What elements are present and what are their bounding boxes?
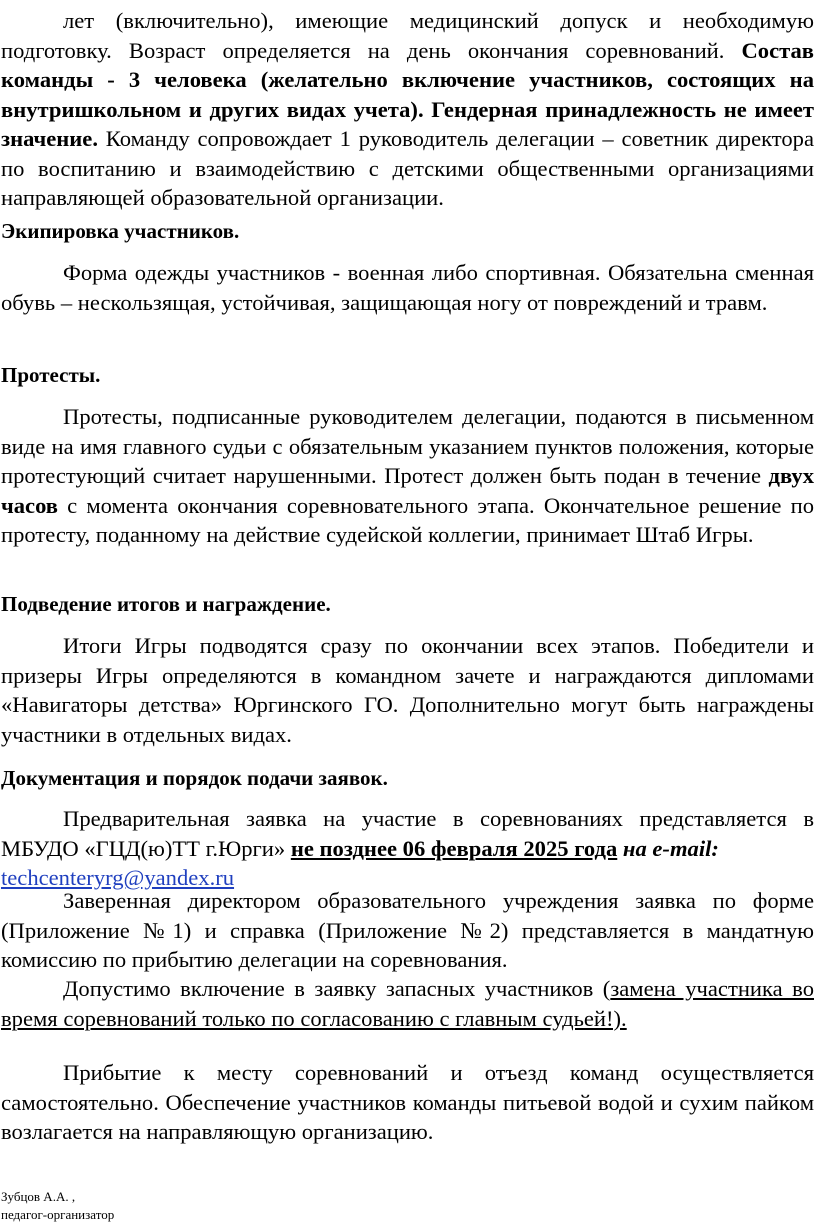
heading-protests: Протесты. xyxy=(1,363,101,387)
heading-results: Подведение итогов и награждение. xyxy=(1,592,331,616)
text-deadline-bold: не позднее 06 февраля 2025 года xyxy=(290,835,618,861)
heading-documentation: Документация и порядок подачи заявок. xyxy=(1,766,388,790)
text-reserve-main: Допустимо включение в заявку запасных участников ( xyxy=(63,976,611,1001)
text-age-requirement: лет (включительно), имеющие медицинский допуск и необходимую подготовку. Возраст определяется на день окончания соревнований. xyxy=(1,8,814,63)
paragraph-results: Итоги Игры подводятся сразу по окончании всех этапов. Победители и призеры Игры определяются в командном зачете и награждаются дипломами «Навигаторы детства» Юргинского ГО. Дополнительно могут быть награждены участники в отдельных видах. xyxy=(1,633,814,747)
text-protest-main: Протесты, подписанные руководителем делегации, подаются в письменном виде на имя главного судьи с обязательным указанием пунктов положения, которые протестующий считает нарушенными. Протест должен быть подан в течение xyxy=(1,404,814,488)
paragraph-reserve-participants xyxy=(1,974,814,1033)
text-protest-end: с момента окончания соревновательного этапа. Окончательное решение по протесту, поданному на действие судейской коллегии, принимает Штаб Игры. xyxy=(1,492,814,547)
signature-name: Зубцов А.А. , xyxy=(1,1189,76,1204)
paragraph-preliminary-application xyxy=(1,804,814,893)
paragraph-equipment: Форма одежды участников - военная либо спортивная. Обязательна сменная обувь – нескользящая, устойчивая, защищающая ногу от повреждений и травм. xyxy=(1,260,814,315)
text-replacement-underlined: замена участника во время соревнований только по согласованию с главным судьей!). xyxy=(1,976,814,1031)
heading-equipment: Экипировка участников. xyxy=(1,219,240,243)
email-link[interactable]: techcenteryrg@yandex.ru xyxy=(1,865,235,890)
paragraph-protests xyxy=(1,402,814,550)
paragraph-arrival: Прибытие к месту соревнований и отъезд команд осуществляется самостоятельно. Обеспечение участников команды питьевой водой и сухим пайком возлагается на направляющую организацию. xyxy=(1,1060,814,1144)
text-application-main: Предварительная заявка на участие в соревнованиях представляется в МБУДО «ГЦД(ю)ТТ г.Юрги» xyxy=(1,806,814,861)
paragraph-team-composition xyxy=(1,6,814,213)
text-team-escort: Команду сопровождает 1 руководитель делегации – советник директора по воспитанию и взаимодействию с детскими общественными организациями направляющей образовательной организации. xyxy=(1,126,814,210)
signature-role: педагог-организатор xyxy=(1,1207,115,1222)
paragraph-certified-application: Заверенная директором образовательного учреждения заявка по форме (Приложение №1) и справка (Приложение №2) представляется в мандатную комиссию по прибытию делегации на соревнования. xyxy=(1,888,814,972)
text-two-hours-bold: двух часов xyxy=(1,463,814,518)
text-email-label: на e-mail: xyxy=(617,835,719,861)
text-team-composition-bold: Состав команды - 3 человека (желательно включение участников, состоящих на внутришкольном и других видах учета). Гендерная принадлежность не имеет значение. xyxy=(1,37,814,151)
